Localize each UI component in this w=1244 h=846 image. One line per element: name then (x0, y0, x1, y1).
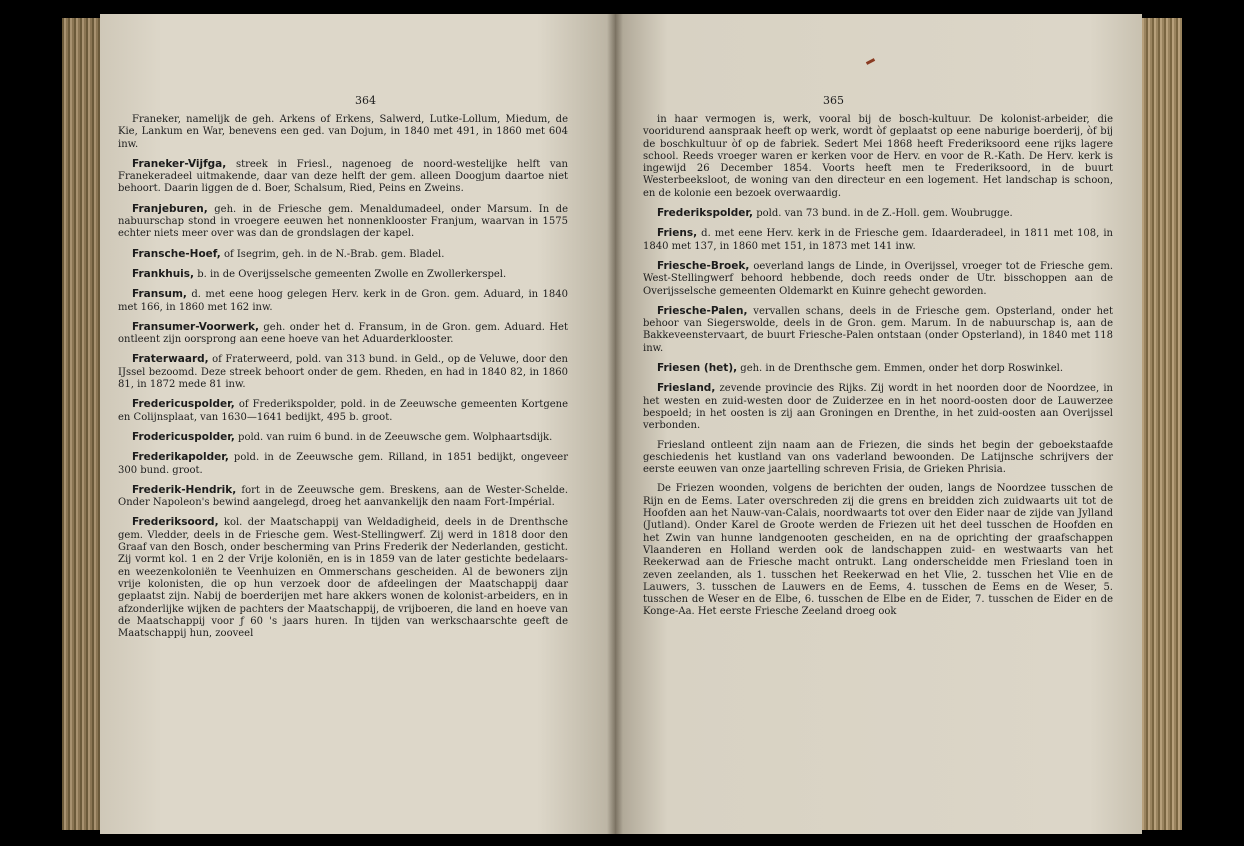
entry-paragraph (118, 431, 568, 444)
page-number-right: 365 (823, 94, 844, 107)
entry-paragraph (118, 158, 568, 196)
entry-headword: Fredericuspolder, (132, 398, 235, 411)
right-page (615, 14, 1142, 834)
entry-text: pold. in de Zeeuwsche gem. Rilland, in 1851 bedijkt, ongeveer 300 bund. groot. (118, 452, 568, 476)
entry-paragraph (643, 114, 1113, 200)
entry-paragraph (118, 114, 568, 151)
page-number-left: 364 (355, 94, 376, 107)
entry-text: streek in Friesl., nagenoeg de noord-westelijke helft van Franekeradeel uitmakende, daar van deze helft der gem. alleen Doogjum daartoe niet behoort. Daarin liggen de d. Boer, Schalsum, Ried, Peins en Zweins. (118, 158, 568, 195)
entry-headword: Frankhuis, (132, 267, 195, 280)
page-edges-left (62, 18, 102, 830)
entry-paragraph (118, 353, 568, 391)
entry-headword: Fransche-Hoef, (132, 247, 221, 260)
entry-paragraph (118, 398, 568, 424)
left-page-text (118, 114, 568, 647)
entry-headword: Friesland, (657, 382, 716, 395)
right-page-text (643, 114, 1113, 626)
entry-paragraph (643, 207, 1113, 220)
entry-paragraph (118, 248, 568, 261)
entry-headword: Franjeburen, (132, 202, 208, 215)
entry-text: b. in de Overijsselsche gemeenten Zwolle en Zwollerkerspel. (194, 268, 507, 280)
entry-paragraph (118, 203, 568, 241)
entry-headword: Fransum, (132, 288, 187, 301)
entry-paragraph (118, 516, 568, 640)
entry-headword: Friesche-Broek, (657, 259, 750, 272)
entry-paragraph (118, 321, 568, 347)
entry-text: vervallen schans, deels in de Friesche gem. Opsterland, onder het behoor van Siegerswolde, deels in de Gron. gem. Marum. In de nabuurschap is, aan de Bakkeveenstervaart, de buurt Friesche-Palen ontstaan (onder Opsterland), in 1840 met 118 inw. (643, 305, 1113, 354)
entry-text: pold. van 73 bund. in de Z.-Holl. gem. Woubrugge. (753, 208, 1013, 220)
entry-headword: Fransumer-Voorwerk, (132, 320, 259, 333)
entry-headword: Frederikapolder, (132, 451, 229, 464)
entry-text: zevende provincie des Rijks. Zij wordt in het noorden door de Noordzee, in het westen en zuid-westen door de Zuiderzee en in het noord-oosten door de Lauwerzee bespoeld; in het oosten is zij aan Groningen en Drenthe, in het zuid-oosten aan Overijssel verbonden. (643, 383, 1113, 432)
entry-text: of Isegrim, geh. in de N.-Brab. gem. Bladel. (220, 248, 445, 260)
entry-paragraph (643, 440, 1113, 477)
entry-paragraph (643, 260, 1113, 298)
entry-paragraph (643, 227, 1113, 253)
book-gutter (607, 14, 623, 834)
entry-text: of Fraterweerd, pold. van 313 bund. in Geld., op de Veluwe, door den IJssel bezoomd. Deze streek behoort onder de gem. Rheden, en had in 1840 82, in 1860 81, in 1872 mede 81 inw. (118, 354, 568, 391)
page-edges-right (1140, 18, 1182, 830)
entry-headword: Frederik-Hendrik, (132, 483, 237, 496)
entry-headword: Frederikspolder, (657, 207, 754, 220)
left-page (100, 14, 615, 834)
entry-text: geh. in de Friesche gem. Menaldumadeel, onder Marsum. In de nabuurschap stond in vroegere eeuwen het nonnenklooster Franjum, waarvan in 1575 echter niets meer over was dan de grondslagen der kapel. (118, 203, 568, 240)
entry-paragraph (118, 451, 568, 477)
entry-text: fort in de Zeeuwsche gem. Breskens, aan de Wester-Schelde. Onder Napoleon's bewind aangelegd, droeg het aanvankelijk den naam Fort-Impérial. (118, 484, 568, 509)
entry-headword: Fraterwaard, (132, 353, 209, 366)
entry-text: in haar vermogen is, werk, vooral bij de bosch-kultuur. De kolonist-arbeider, die vooridurend aanspraak heeft op werk, wordt òf geplaatst op eene naburige boerderij, òf bij de boschkultuur òf op de fabriek. Sedert Mei 1868 heeft Frederiksoord eene rijks lagere school. Reeds vroeger waren er kerken voor de Herv. en voor de R.-Kath. De Herv. kerk is ingewijd 26 December 1854. Voorts heeft men te Frederiksoord, in de buurt Westerbeeksloot, de woning van den directeur en een logement. Het landschap is schoon, en de kolonie een bezoek overwaardig. (643, 114, 1113, 199)
entry-text: d. met eene hoog gelegen Herv. kerk in de Gron. gem. Aduard, in 1840 met 166, in 1860 met 162 inw. (118, 289, 568, 313)
entry-headword: Friesen (het), (657, 362, 738, 375)
entry-text: Franeker, namelijk de geh. Arkens of Erkens, Salwerd, Lutke-Lollum, Miedum, de Kie, Lankum en War, benevens een ged. van Dojum, in 1840 met 491, in 1860 met 604 inw. (118, 114, 568, 150)
entry-text: geh. in de Drenthsche gem. Emmen, onder het dorp Roswinkel. (737, 363, 1064, 375)
entry-headword: Franeker-Vijfga, (132, 157, 227, 170)
entry-text: oeverland langs de Linde, in Overijssel, vroeger tot de Friesche gem. West-Stellingwerf behoord hebbende, doch reeds onder de Utr. bisschoppen aan de Overijsselsche gemeenten Oldemarkt en Kuinre gehecht geworden. (643, 260, 1113, 297)
entry-headword: Frederiksoord, (132, 516, 219, 529)
entry-text: geh. onder het d. Fransum, in de Gron. gem. Aduard. Het ontleent zijn oorsprong aan eene hoeve van het Aduarderklooster. (118, 321, 568, 346)
entry-paragraph (643, 362, 1113, 375)
entry-paragraph (643, 483, 1113, 618)
entry-paragraph (118, 268, 568, 281)
entry-headword: Friens, (657, 227, 698, 240)
entry-text: pold. van ruim 6 bund. in de Zeeuwsche gem. Wolphaartsdijk. (234, 431, 553, 443)
entry-headword: Friesche-Palen, (657, 304, 748, 317)
entry-paragraph (643, 382, 1113, 432)
entry-text: De Friezen woonden, volgens de berichten der ouden, langs de Noordzee tusschen de Rijn en de Eems. Later overschreden zij die grens en breidden zich zuidwaarts uit tot de Hoofden aan het Nauw-van-Calais, noordwaarts tot over den Eider naar de zijde van Jylland (Jutland). Onder Karel de Groote werden de Friezen uit het deel tusschen de Hoofden en het Zwin van hunne landgenooten gescheiden, en na de oprichting der graafschappen Vlaanderen en Holland werden ook de landschappen zuid- en westwaarts van het Reekerwad aan de Friesche macht ontrukt. Lang onderscheidde men Friesland toen in zeven zeelanden, als 1. tusschen het Reekerwad en het Vlie, 2. tusschen het Vlie en de Lauwers, 3. tusschen de Lauwers en de Eems, 4. tusschen de Eems en de Weser, 5. tusschen de Weser en de Elbe, 6. tusschen de Elbe en de Eider, 7. tusschen de Eider en de Konge-Aa. Het eerste Friesche Zeeland droeg ook (643, 483, 1113, 618)
entry-headword: Frodericuspolder, (132, 430, 235, 443)
entry-text: kol. der Maatschappij van Weldadigheid, deels in de Drenthsche gem. Vledder, deels in de Friesche gem. West-Stellingwerf. Zij werd in 1818 door den Graaf van den Bosch, onder bescherming van Prins Frederik der Nederlanden, gesticht. Zij vormt kol. 1 en 2 der Vrije koloniën, en is in 1859 van de later gestichte bedelaars- en weezenkoloniën te Veenhuizen en Ommerschans gescheiden. Al de bewoners zijn vrije kolonisten, die op hun verzoek door de afdeelingen der Maatschappij daar geplaatst zijn. Nabij de boerderijen met hare akkers wonen de kolonist-arbeiders, en in afzonderlijke wijken de pachters der Maatschappij, de vrijboeren, die land en hoeve van de Maatschappij voor ƒ 60 's jaars huren. In tijden van werkschaarschte geeft de Maatschappij hun, zooveel (118, 517, 568, 640)
entry-text: Friesland ontleent zijn naam aan de Friezen, die sinds het begin der geboekstaafde geschiedenis het kustland van ons vaderland bewoonden. De Latijnsche schrijvers der eerste eeuwen van onze jaartelling schreven Frisia, de Grieken Phrisia. (643, 439, 1113, 476)
entry-text: of Frederikspolder, pold. in de Zeeuwsche gemeenten Kortgene en Colijnsplaat, van 1630—1641 bedijkt, 495 b. groot. (118, 399, 568, 423)
entry-paragraph (643, 305, 1113, 355)
entry-paragraph (118, 288, 568, 314)
entry-text: d. met eene Herv. kerk in de Friesche gem. Idaarderadeel, in 1811 met 108, in 1840 met 137, in 1860 met 151, in 1873 met 141 inw. (643, 228, 1113, 252)
entry-paragraph (118, 484, 568, 510)
